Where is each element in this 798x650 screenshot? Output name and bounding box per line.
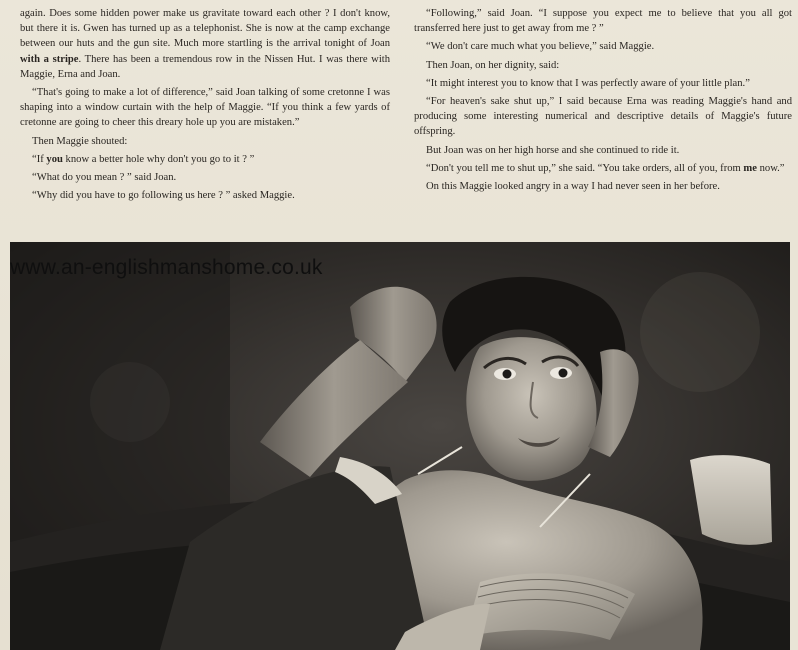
paragraph: “Following,” said Joan. “I suppose you expect me to believe that you all got transferred here just to get away from me ? ”	[414, 8, 792, 35]
film-still-photo	[10, 242, 790, 650]
paragraph: Then Joan, on her dignity, said:	[426, 59, 560, 71]
left-text-column	[20, 6, 390, 206]
paragraph: “What do you mean ? ” said Joan.	[32, 172, 177, 184]
bold-phrase: with a stripe	[20, 53, 79, 65]
right-text-column	[414, 6, 792, 197]
page-margin-strip	[790, 242, 798, 650]
paragraph: On this Maggie looked angry in a way I had never seen in her before.	[426, 181, 720, 193]
photo-illustration	[10, 242, 790, 650]
paragraph: “Don't you tell me to shut up,” she said. “You take orders, all of you, from me now.”	[426, 162, 785, 174]
paragraph: “That's going to make a lot of difference,” said Joan talking of some cretonne I was shaping into a window curtain with the help of Maggie. “If you think a few yards of cretonne are going to cheer this dreary hole up you are mistaken.”	[20, 87, 390, 129]
bold-word: you	[46, 153, 63, 165]
paragraph: “We don't care much what you believe,” said Maggie.	[426, 41, 655, 53]
paragraph: “Why did you have to go following us here ? ” asked Maggie.	[32, 190, 295, 202]
bold-word: me	[743, 162, 757, 174]
paragraph: But Joan was on her high horse and she continued to ride it.	[426, 144, 680, 156]
paragraph: “It might interest you to know that I was perfectly aware of your little plan.”	[426, 77, 750, 89]
paragraph: again. Does some hidden power make us gravitate toward each other ? I don't know, but there it is. Gwen has turned up as a telephonist. She is now at the camp exchange between our huts and the gun site. Much more startling is the arrival tonight of Joan with a stripe. There has been a tremendous row in the Nissen Hut. I was there with Maggie, Erna and Joan.	[20, 8, 390, 80]
paragraph: Then Maggie shouted:	[32, 135, 128, 147]
paragraph: “If you know a better hole why don't you go to it ? ”	[32, 153, 255, 165]
paragraph: “For heaven's sake shut up,” I said because Erna was reading Maggie's hand and producing some interesting numerical and descriptive details of Maggie's future offspring.	[414, 96, 792, 138]
watermark-url: www.an-englishmanshome.co.uk	[10, 256, 323, 279]
